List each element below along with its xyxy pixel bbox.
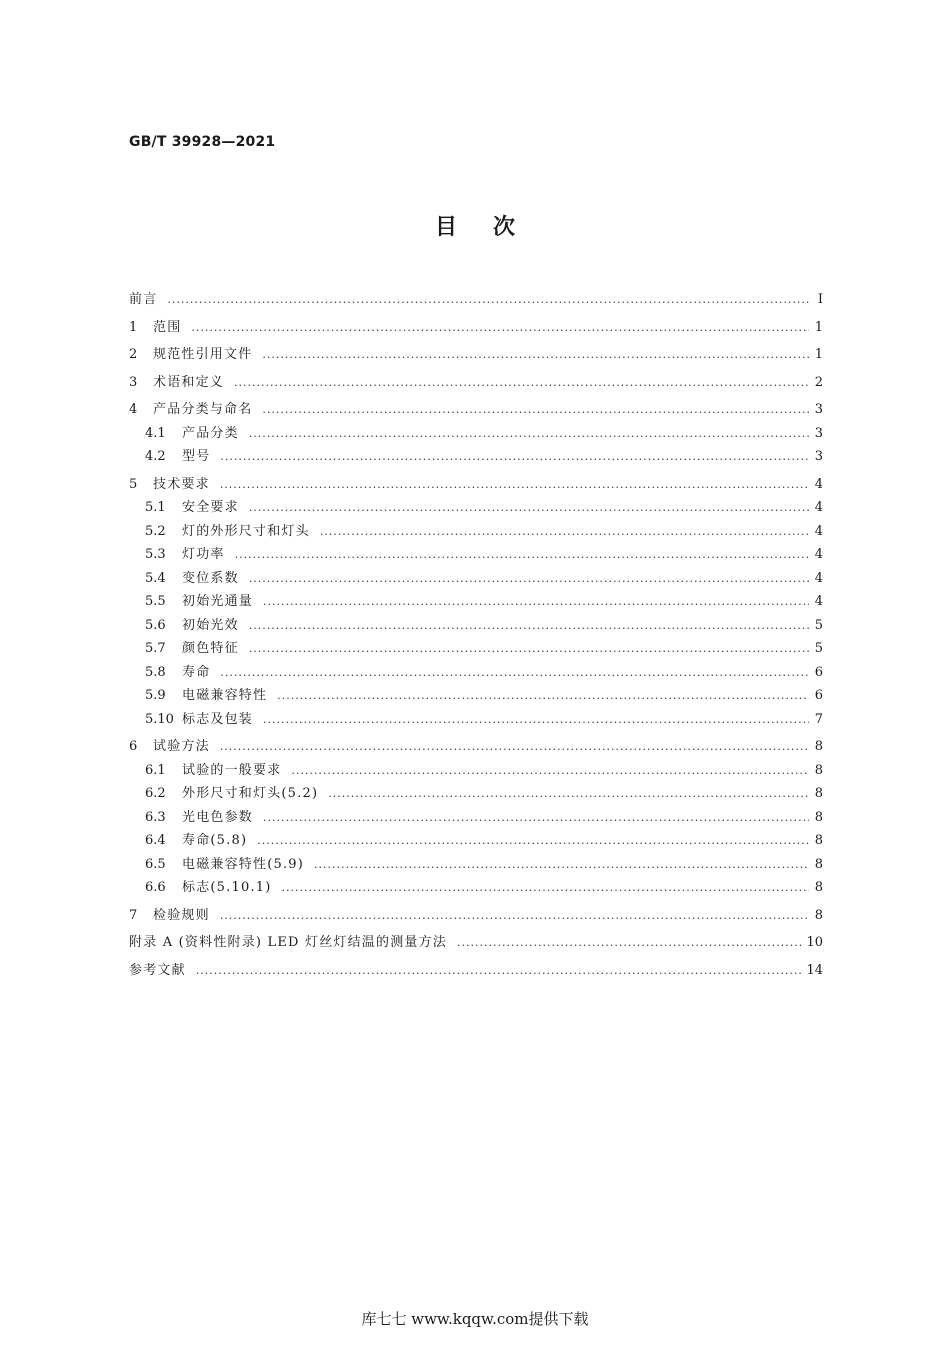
toc-leader-dots: [220, 478, 809, 491]
toc-entry-number: 4: [129, 402, 138, 417]
toc-entry-title: 初始光效: [182, 617, 239, 633]
toc-entry[interactable]: [129, 904, 823, 928]
toc-entry-page: 14: [806, 962, 823, 978]
toc-entry[interactable]: [129, 759, 823, 783]
toc-entry-page: 7: [814, 711, 823, 727]
toc-entry[interactable]: [129, 614, 823, 638]
toc-leader-dots: [235, 548, 809, 561]
toc-entry-page: 4: [814, 500, 823, 515]
toc-entry[interactable]: [129, 445, 823, 469]
toc-entry-title: 技术要求: [153, 476, 210, 492]
toc-entry-page: 4: [814, 594, 823, 609]
toc-entry-number: 6.4: [145, 833, 166, 848]
toc-entry-page: 6: [814, 688, 823, 703]
toc-entry-number: 6.1: [145, 762, 166, 778]
toc-entry-page: Ⅰ: [817, 292, 823, 307]
toc-entry-title: 检验规则: [153, 907, 210, 923]
toc-entry-page: 6: [814, 664, 823, 680]
toc-leader-dots: [249, 642, 809, 655]
toc-leader-dots: [191, 321, 809, 334]
toc-entry-title: 初始光通量: [182, 594, 254, 609]
toc-entry-number: 4.2: [145, 449, 166, 464]
toc-entry-number: 6.2: [145, 786, 166, 801]
toc-leader-dots: [277, 689, 809, 702]
toc-leader-dots: [220, 909, 809, 922]
toc-entry-title: 术语和定义: [153, 374, 225, 390]
toc-entry-page: 4: [814, 476, 823, 492]
toc-entry-title: 电磁兼容特性(5.9): [182, 856, 305, 872]
toc-entry[interactable]: [129, 520, 823, 544]
toc-leader-dots: [196, 964, 803, 977]
toc-entry-number: 5.4: [145, 570, 166, 586]
toc-entry[interactable]: [129, 853, 823, 877]
toc-entry[interactable]: [129, 782, 823, 806]
toc-entry-title: 光电色参数: [182, 809, 254, 825]
toc-leader-dots: [167, 293, 809, 306]
toc-entry-title: 型号: [182, 449, 211, 464]
toc-entry-title: 颜色特征: [182, 641, 239, 656]
toc-entry-number: 6.3: [145, 809, 166, 825]
toc-entry-title: 规范性引用文件: [153, 347, 253, 362]
toc-entry-title: 产品分类与命名: [153, 402, 253, 417]
toc-entry-number: 5.6: [145, 617, 166, 633]
toc-leader-dots: [320, 525, 809, 538]
toc-entry-number: 6.5: [145, 856, 166, 872]
toc-leader-dots: [257, 834, 809, 847]
toc-leader-dots: [263, 713, 809, 726]
standard-code: GB/T 39928—2021: [129, 134, 276, 150]
toc-leader-dots: [328, 787, 809, 800]
toc-leader-dots: [220, 450, 809, 463]
toc-entry-page: 4: [814, 523, 823, 539]
toc-entry-number: 5.7: [145, 641, 166, 656]
toc-entry-page: 3: [814, 425, 823, 441]
toc-entry-page: 1: [814, 347, 823, 362]
toc-entry-number: 5.1: [145, 500, 166, 515]
toc-entry-page: 8: [814, 880, 823, 895]
toc-entry[interactable]: [129, 567, 823, 591]
toc-entry-number: 5.3: [145, 547, 166, 562]
toc-entry-page: 1: [814, 319, 823, 335]
toc-entry-title: 安全要求: [182, 500, 239, 515]
toc-entry-title: 试验方法: [153, 739, 210, 754]
toc-entry-page: 8: [814, 833, 823, 848]
toc-entry[interactable]: [129, 398, 823, 422]
toc-entry-page: 8: [814, 739, 823, 754]
toc-entry-title: 附录 A (资料性附录) LED 灯丝灯结温的测量方法: [129, 935, 448, 950]
toc-entry-number: 6.6: [145, 880, 166, 895]
toc-entry-title: 产品分类: [182, 425, 239, 441]
toc-leader-dots: [220, 740, 809, 753]
toc-entry-title: 电磁兼容特性: [182, 688, 268, 703]
toc-entry-title: 寿命: [182, 664, 211, 680]
toc-entry-page: 8: [814, 762, 823, 778]
toc-entry-page: 3: [814, 402, 823, 417]
toc-entry-number: 5.5: [145, 594, 166, 609]
toc-leader-dots: [262, 348, 809, 361]
toc-leader-dots: [234, 376, 809, 389]
toc-entry-page: 3: [814, 449, 823, 464]
toc-entry-title: 试验的一般要求: [182, 762, 282, 778]
toc-entry[interactable]: [129, 590, 823, 614]
toc-entry-page: 8: [814, 907, 823, 923]
toc-entry-number: 5.2: [145, 523, 166, 539]
toc-entry[interactable]: [129, 806, 823, 830]
toc-entry-page: 8: [814, 856, 823, 872]
toc-entry-page: 8: [814, 809, 823, 825]
toc-entry-title: 灯功率: [182, 547, 225, 562]
toc-entry-number: 5: [129, 476, 138, 492]
toc-entry-number: 5.10: [145, 711, 174, 727]
toc-entry[interactable]: [129, 343, 823, 367]
toc-entry-page: 5: [814, 617, 823, 633]
table-of-contents: [129, 284, 823, 982]
toc-entry[interactable]: [129, 316, 823, 340]
toc-entry-page: 10: [806, 935, 823, 950]
toc-entry-title: 变位系数: [182, 570, 239, 586]
toc-entry-page: 8: [814, 786, 823, 801]
toc-entry[interactable]: [129, 829, 823, 853]
toc-entry-title: 参考文献: [129, 962, 186, 978]
toc-entry[interactable]: [129, 876, 823, 900]
toc-entry[interactable]: [129, 708, 823, 732]
toc-entry[interactable]: [129, 543, 823, 567]
toc-entry-number: 5.8: [145, 664, 166, 680]
toc-entry[interactable]: [129, 684, 823, 708]
toc-leader-dots: [262, 403, 809, 416]
toc-leader-dots: [282, 881, 810, 894]
toc-entry[interactable]: [129, 473, 823, 497]
toc-entry-title: 寿命(5.8): [182, 833, 248, 848]
page-title: 目次: [434, 215, 551, 240]
toc-leader-dots: [220, 666, 809, 679]
toc-entry-page: 2: [814, 374, 823, 390]
toc-entry-number: 5.9: [145, 688, 166, 703]
toc-entry[interactable]: [129, 288, 823, 312]
toc-leader-dots: [249, 572, 809, 585]
toc-leader-dots: [249, 619, 809, 632]
toc-entry-page: 5: [814, 641, 823, 656]
toc-leader-dots: [263, 595, 809, 608]
toc-leader-dots: [249, 501, 809, 514]
toc-entry[interactable]: [129, 661, 823, 685]
toc-leader-dots: [291, 764, 809, 777]
toc-leader-dots: [263, 811, 809, 824]
toc-entry[interactable]: [129, 931, 823, 955]
toc-entry-number: 7: [129, 907, 138, 923]
toc-leader-dots: [457, 936, 802, 949]
toc-entry[interactable]: [129, 422, 823, 446]
toc-entry[interactable]: [129, 496, 823, 520]
toc-entry-title: 范围: [153, 319, 182, 335]
toc-entry-number: 6: [129, 739, 138, 754]
toc-entry-title: 灯的外形尺寸和灯头: [182, 523, 310, 539]
toc-entry[interactable]: [129, 637, 823, 661]
toc-entry-number: 1: [129, 319, 138, 335]
toc-entry[interactable]: [129, 371, 823, 395]
toc-entry-title: 前言: [129, 292, 158, 307]
toc-entry[interactable]: [129, 959, 823, 983]
toc-entry[interactable]: [129, 735, 823, 759]
footer-note: 库七七 www.kqqw.com提供下载: [361, 1310, 589, 1328]
toc-entry-title: 外形尺寸和灯头(5.2): [182, 786, 319, 801]
toc-leader-dots: [314, 858, 809, 871]
toc-entry-number: 4.1: [145, 425, 166, 441]
toc-leader-dots: [249, 427, 809, 440]
toc-entry-title: 标志及包装: [182, 711, 254, 727]
toc-entry-number: 3: [129, 374, 138, 390]
toc-entry-page: 4: [814, 570, 823, 586]
toc-entry-title: 标志(5.10.1): [182, 880, 272, 895]
toc-entry-page: 4: [814, 547, 823, 562]
toc-entry-number: 2: [129, 347, 138, 362]
